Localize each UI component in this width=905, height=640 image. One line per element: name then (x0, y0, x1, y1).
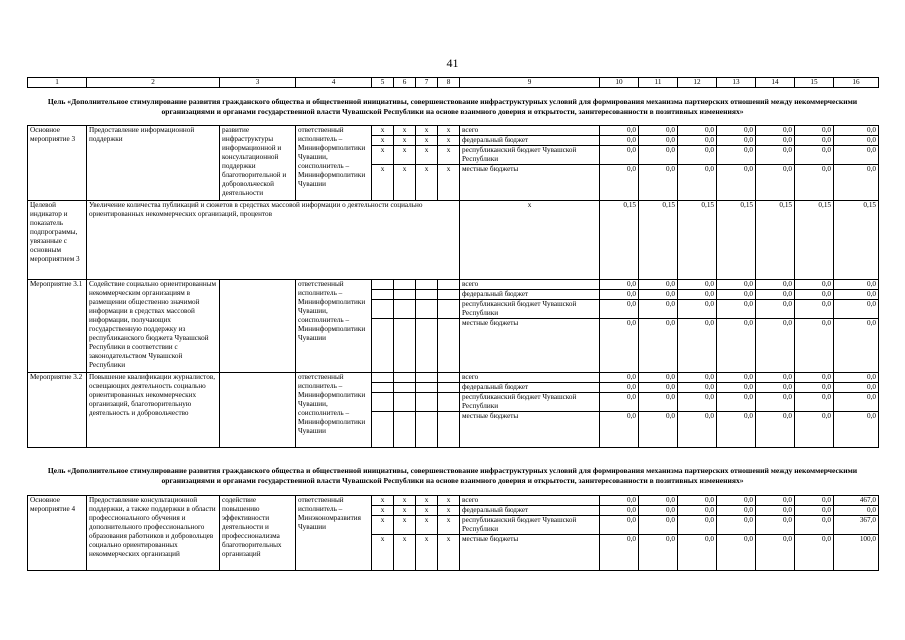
value-cell: 0,0 (639, 290, 678, 300)
fund-label: всего (460, 126, 600, 136)
value-cell: 0,0 (600, 290, 639, 300)
x-cell: x (394, 535, 416, 571)
x-cell: x (394, 136, 416, 146)
value-cell: 0,0 (795, 412, 834, 448)
fund-label: республиканский бюджет Чувашской Республики (460, 516, 600, 535)
activity-indicator (220, 280, 296, 373)
value-cell: 0,0 (756, 136, 795, 146)
value-cell: 0,0 (600, 280, 639, 290)
value-cell: 0,0 (795, 506, 834, 516)
value-cell: 0,0 (639, 300, 678, 319)
value-cell: 0,0 (678, 496, 717, 506)
value-cell: 0,0 (795, 319, 834, 373)
value-cell: 0,0 (717, 165, 756, 201)
value-cell: 0,0 (678, 373, 717, 383)
empty-cell (438, 300, 460, 319)
empty-cell (438, 280, 460, 290)
fund-label: федеральный бюджет (460, 506, 600, 516)
value-cell: 0,0 (795, 126, 834, 136)
indicator-value: 0,15 (834, 201, 879, 280)
empty-cell (438, 319, 460, 373)
x-cell: x (394, 516, 416, 535)
empty-cell (394, 319, 416, 373)
x-cell: x (416, 535, 438, 571)
indicator-text: Увеличение количества публикаций и сюжетов в средствах массовой информации о деятельности социально ориентированных некоммерческих организаций, процентов (87, 201, 460, 280)
value-cell: 0,0 (600, 412, 639, 448)
fund-label: федеральный бюджет (460, 383, 600, 393)
value-cell: 0,0 (717, 496, 756, 506)
value-cell: 0,0 (717, 516, 756, 535)
value-cell: 0,0 (834, 290, 879, 300)
value-cell: 0,0 (600, 165, 639, 201)
value-cell: 0,0 (756, 383, 795, 393)
x-cell: x (438, 516, 460, 535)
value-cell: 0,0 (717, 280, 756, 290)
empty-cell (416, 393, 438, 412)
x-cell: x (438, 165, 460, 201)
x-cell: x (460, 201, 600, 280)
empty-cell (372, 412, 394, 448)
x-cell: x (438, 506, 460, 516)
value-cell: 0,0 (717, 412, 756, 448)
column-header-table (27, 77, 879, 88)
x-cell: x (372, 165, 394, 201)
x-cell: x (372, 496, 394, 506)
value-cell: 0,0 (795, 535, 834, 571)
value-cell: 0,0 (678, 506, 717, 516)
col-header: 5 (372, 78, 394, 88)
value-cell: 0,0 (639, 412, 678, 448)
indicator-value: 0,15 (678, 201, 717, 280)
value-cell: 100,0 (834, 535, 879, 571)
value-cell: 0,0 (795, 136, 834, 146)
x-cell: x (438, 126, 460, 136)
value-cell: 0,0 (834, 165, 879, 201)
empty-cell (416, 383, 438, 393)
value-cell: 0,0 (639, 516, 678, 535)
x-cell: x (372, 506, 394, 516)
activity-indicator (220, 373, 296, 448)
value-cell: 0,0 (717, 506, 756, 516)
value-cell: 0,0 (717, 393, 756, 412)
indicator-row (28, 201, 879, 280)
value-cell: 0,0 (756, 300, 795, 319)
page-number: 41 (446, 56, 459, 70)
empty-cell (394, 393, 416, 412)
x-cell: x (416, 506, 438, 516)
value-cell: 0,0 (600, 496, 639, 506)
value-cell: 0,0 (756, 516, 795, 535)
value-cell: 0,0 (717, 290, 756, 300)
empty-cell (416, 412, 438, 448)
col-header: 15 (795, 78, 834, 88)
value-cell: 0,0 (795, 496, 834, 506)
col-header: 12 (678, 78, 717, 88)
empty-cell (394, 300, 416, 319)
col-header: 3 (220, 78, 296, 88)
fund-label: местные бюджеты (460, 412, 600, 448)
value-cell: 0,0 (600, 126, 639, 136)
col-header: 13 (717, 78, 756, 88)
value-cell: 0,0 (834, 373, 879, 383)
x-cell: x (416, 516, 438, 535)
empty-cell (416, 319, 438, 373)
empty-cell (438, 373, 460, 383)
empty-cell (372, 300, 394, 319)
x-cell: x (394, 146, 416, 165)
col-header: 7 (416, 78, 438, 88)
value-cell: 0,0 (678, 300, 717, 319)
value-cell: 0,0 (834, 300, 879, 319)
value-cell: 0,0 (678, 535, 717, 571)
indicator-value: 0,15 (717, 201, 756, 280)
value-cell: 0,0 (639, 496, 678, 506)
x-cell: x (438, 535, 460, 571)
activity-type: Мероприятие 3.2 (28, 373, 87, 448)
value-cell: 0,0 (639, 146, 678, 165)
indicator-type: Целевой индикатор и показатель подпрограммы, увязанные с основным мероприятием 3 (28, 201, 87, 280)
activity-name: Предоставление консультационной поддержки, а также поддержки в области профессионального обучения и дополнительного профессионального образования работников и добровольцев социально ориентированных некоммерческих организаций (87, 496, 220, 571)
x-cell: x (372, 535, 394, 571)
value-cell: 0,0 (678, 165, 717, 201)
x-cell: x (416, 136, 438, 146)
header-row (28, 78, 879, 88)
x-cell: x (372, 136, 394, 146)
col-header: 2 (87, 78, 220, 88)
value-cell: 0,0 (834, 146, 879, 165)
value-cell: 0,0 (678, 412, 717, 448)
fund-label: местные бюджеты (460, 165, 600, 201)
empty-cell (372, 280, 394, 290)
empty-cell (438, 290, 460, 300)
activities-table-1 (27, 125, 879, 448)
value-cell: 0,0 (756, 496, 795, 506)
value-cell: 0,0 (639, 506, 678, 516)
x-cell: x (416, 496, 438, 506)
empty-cell (438, 393, 460, 412)
empty-cell (416, 373, 438, 383)
empty-cell (372, 373, 394, 383)
value-cell: 0,0 (678, 146, 717, 165)
x-cell: x (394, 506, 416, 516)
value-cell: 0,0 (756, 126, 795, 136)
empty-cell (372, 319, 394, 373)
x-cell: x (372, 126, 394, 136)
value-cell: 0,0 (795, 146, 834, 165)
empty-cell (394, 290, 416, 300)
value-cell: 0,0 (756, 146, 795, 165)
value-cell: 0,0 (795, 516, 834, 535)
indicator-value: 0,15 (600, 201, 639, 280)
value-cell: 0,0 (717, 383, 756, 393)
col-header: 1 (28, 78, 87, 88)
value-cell: 0,0 (756, 280, 795, 290)
value-cell: 0,0 (678, 280, 717, 290)
value-cell: 0,0 (678, 319, 717, 373)
activity-indicator: развитие инфраструктуры информационной и консультационной поддержки благотворительной и добровольческой деятельности (220, 126, 296, 201)
fund-label: республиканский бюджет Чувашской Республики (460, 146, 600, 165)
x-cell: x (438, 136, 460, 146)
value-cell: 0,0 (834, 506, 879, 516)
activity-executor: ответственный исполнитель – Мининформполитики Чувашии, соисполнитель – Мининформполитики Чувашии (296, 373, 372, 448)
value-cell: 0,0 (795, 165, 834, 201)
fund-label: всего (460, 373, 600, 383)
value-cell: 367,0 (834, 516, 879, 535)
value-cell: 0,0 (678, 393, 717, 412)
x-cell: x (416, 126, 438, 136)
table-row (28, 280, 879, 290)
value-cell: 0,0 (795, 383, 834, 393)
value-cell: 0,0 (756, 373, 795, 383)
value-cell: 0,0 (678, 516, 717, 535)
x-cell: x (394, 165, 416, 201)
empty-cell (394, 280, 416, 290)
activity-name: Содействие социально ориентированным некоммерческим организациям в размещении общественно значимой информации в средствах массовой информации, получающих государственную поддержку из республиканского бюджета Чувашской Республики в соответствии с законодательством Чувашской Республики (87, 280, 220, 373)
value-cell: 0,0 (678, 136, 717, 146)
value-cell: 0,0 (600, 136, 639, 146)
value-cell: 0,0 (678, 126, 717, 136)
activity-indicator: содействие повышению эффективности деятельности и профессионализма благотворительных организаций (220, 496, 296, 571)
value-cell: 0,0 (600, 319, 639, 373)
empty-cell (394, 373, 416, 383)
value-cell: 0,0 (717, 300, 756, 319)
value-cell: 0,0 (717, 136, 756, 146)
value-cell: 0,0 (639, 535, 678, 571)
value-cell: 467,0 (834, 496, 879, 506)
value-cell: 0,0 (717, 146, 756, 165)
col-header: 10 (600, 78, 639, 88)
x-cell: x (394, 126, 416, 136)
empty-cell (394, 383, 416, 393)
value-cell: 0,0 (600, 146, 639, 165)
value-cell: 0,0 (834, 393, 879, 412)
value-cell: 0,0 (639, 373, 678, 383)
value-cell: 0,0 (795, 373, 834, 383)
fund-label: всего (460, 280, 600, 290)
value-cell: 0,0 (639, 165, 678, 201)
value-cell: 0,0 (795, 290, 834, 300)
activity-type: Основное мероприятие 4 (28, 496, 87, 571)
activity-type: Основное мероприятие 3 (28, 126, 87, 201)
value-cell: 0,0 (795, 280, 834, 290)
value-cell: 0,0 (756, 290, 795, 300)
activities-table-2 (27, 495, 879, 571)
x-cell: x (372, 516, 394, 535)
value-cell: 0,0 (834, 383, 879, 393)
table-row (28, 126, 879, 136)
col-header: 9 (460, 78, 600, 88)
empty-cell (416, 280, 438, 290)
col-header: 11 (639, 78, 678, 88)
value-cell: 0,0 (600, 373, 639, 383)
activity-executor: ответственный исполнитель – Минэкономразвития Чувашии (296, 496, 372, 571)
empty-cell (394, 412, 416, 448)
fund-label: республиканский бюджет Чувашской Республики (460, 393, 600, 412)
x-cell: x (372, 146, 394, 165)
fund-label: федеральный бюджет (460, 136, 600, 146)
indicator-value: 0,15 (639, 201, 678, 280)
goal-heading-2: Цель «Дополнительное стимулирование развития гражданского общества и общественной инициативы, совершенствование инфраструктурных условий для формирования механизма партнерских отношений между некоммерческими организациями и органами государственной власти Чувашской Республики на основе взаимного доверия и открытости, заинтересованности в позитивных изменениях» (47, 466, 858, 485)
table-row (28, 373, 879, 383)
value-cell: 0,0 (600, 300, 639, 319)
value-cell: 0,0 (795, 300, 834, 319)
value-cell: 0,0 (834, 280, 879, 290)
fund-label: местные бюджеты (460, 319, 600, 373)
empty-cell (416, 300, 438, 319)
empty-cell (372, 393, 394, 412)
col-header: 6 (394, 78, 416, 88)
value-cell: 0,0 (834, 136, 879, 146)
x-cell: x (438, 496, 460, 506)
value-cell: 0,0 (678, 290, 717, 300)
value-cell: 0,0 (600, 393, 639, 412)
value-cell: 0,0 (639, 126, 678, 136)
activity-executor: ответственный исполнитель – Мининформполитики Чувашии, соисполнитель – Мининформполитики Чувашии (296, 126, 372, 201)
activity-type: Мероприятие 3.1 (28, 280, 87, 373)
col-header: 16 (834, 78, 879, 88)
value-cell: 0,0 (678, 383, 717, 393)
value-cell: 0,0 (600, 506, 639, 516)
col-header: 4 (296, 78, 372, 88)
value-cell: 0,0 (639, 280, 678, 290)
value-cell: 0,0 (639, 383, 678, 393)
value-cell: 0,0 (600, 535, 639, 571)
col-header: 8 (438, 78, 460, 88)
fund-label: республиканский бюджет Чувашской Республики (460, 300, 600, 319)
x-cell: x (416, 146, 438, 165)
table-row (28, 496, 879, 506)
value-cell: 0,0 (834, 319, 879, 373)
value-cell: 0,0 (717, 373, 756, 383)
empty-cell (372, 290, 394, 300)
activity-executor: ответственный исполнитель – Мининформполитики Чувашии, соисполнитель – Мининформполитики Чувашии (296, 280, 372, 373)
empty-cell (372, 383, 394, 393)
indicator-value: 0,15 (795, 201, 834, 280)
value-cell: 0,0 (756, 412, 795, 448)
activity-name: Повышение квалификации журналистов, освещающих деятельность социально ориентированных некоммерческих организаций, благотворительную деятельность и добровольчество (87, 373, 220, 448)
fund-label: федеральный бюджет (460, 290, 600, 300)
value-cell: 0,0 (717, 319, 756, 373)
x-cell: x (416, 165, 438, 201)
x-cell: x (394, 496, 416, 506)
value-cell: 0,0 (834, 412, 879, 448)
value-cell: 0,0 (717, 535, 756, 571)
value-cell: 0,0 (756, 393, 795, 412)
value-cell: 0,0 (600, 516, 639, 535)
value-cell: 0,0 (639, 136, 678, 146)
value-cell: 0,0 (795, 393, 834, 412)
fund-label: местные бюджеты (460, 535, 600, 571)
goal-heading-1: Цель «Дополнительное стимулирование развития гражданского общества и общественной инициативы, совершенствование инфраструктурных условий для формирования механизма партнерских отношений между некоммерческими организациями и органами государственной власти Чувашской Республики на основе взаимного доверия и открытости, заинтересованности в позитивных изменениях» (47, 97, 858, 116)
value-cell: 0,0 (756, 535, 795, 571)
value-cell: 0,0 (639, 319, 678, 373)
value-cell: 0,0 (756, 506, 795, 516)
empty-cell (438, 383, 460, 393)
value-cell: 0,0 (756, 319, 795, 373)
value-cell: 0,0 (600, 383, 639, 393)
col-header: 14 (756, 78, 795, 88)
value-cell: 0,0 (717, 126, 756, 136)
activity-name: Предоставление информационной поддержки (87, 126, 220, 201)
value-cell: 0,0 (756, 165, 795, 201)
indicator-value: 0,15 (756, 201, 795, 280)
empty-cell (416, 290, 438, 300)
x-cell: x (438, 146, 460, 165)
fund-label: всего (460, 496, 600, 506)
value-cell: 0,0 (834, 126, 879, 136)
empty-cell (438, 412, 460, 448)
value-cell: 0,0 (639, 393, 678, 412)
